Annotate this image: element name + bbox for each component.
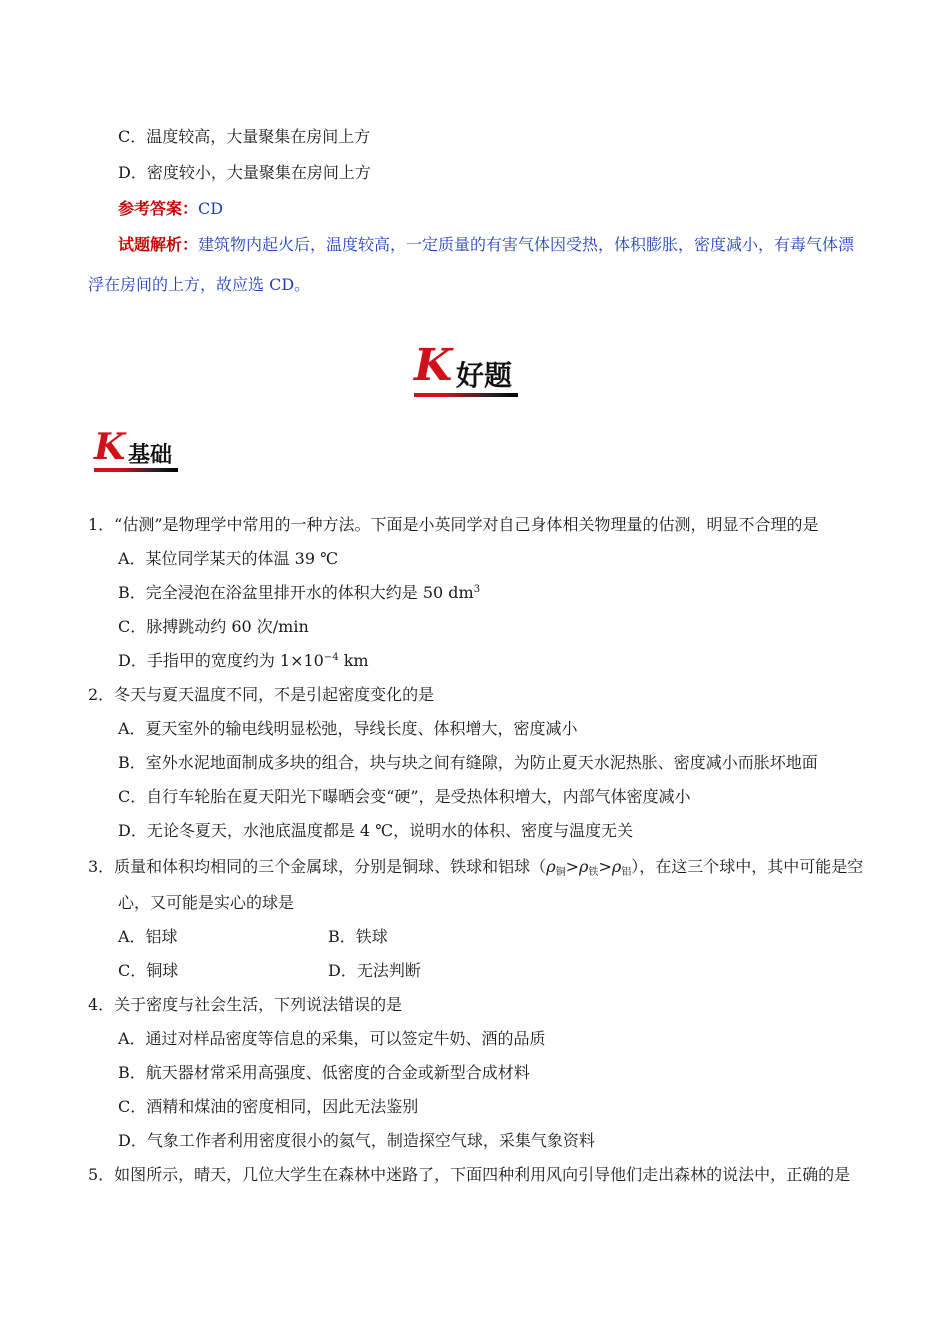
analysis-line-1 <box>118 234 854 256</box>
analysis-text-1: 建筑物内起火后，温度较高，一定质量的有害气体因受热，体积膨胀，密度减小，有毒气体漂 <box>198 235 855 254</box>
q3-rho-copper: ρ <box>546 857 556 876</box>
q4-option-d: D．气象工作者利用密度很小的氦气，制造探空气球，采集气象资料 <box>118 1131 595 1150</box>
q3-option-d: D．无法判断 <box>328 961 421 980</box>
answer-value: CD <box>198 199 224 218</box>
q2-option-c: C．自行车轮胎在夏天阳光下曝晒会变“硬”，是受热体积增大，内部气体密度减小 <box>118 787 691 806</box>
q1-option-a: A．某位同学某天的体温 39 ℃ <box>118 549 338 568</box>
prev-option-d: D．密度较小，大量聚集在房间上方 <box>118 163 371 182</box>
q1-option-d-pre: D．手指甲的宽度约为 1×10 <box>118 651 324 670</box>
banner-k-logo: K <box>414 340 453 391</box>
q3-gt-1: > <box>565 857 579 876</box>
q3-gt-2: > <box>598 857 612 876</box>
q5-stem: 5．如图所示，晴天，几位大学生在森林中迷路了，下面四种利用风向引导他们走出森林的说法中，正确的是 <box>88 1165 851 1184</box>
q1-option-d <box>118 650 369 672</box>
q4-option-c: C．酒精和煤油的密度相同，因此无法鉴别 <box>118 1097 419 1116</box>
answer-line <box>118 198 223 220</box>
q3-stem-pre: 3．质量和体积均相同的三个金属球，分别是铜球、铁球和铝球（ <box>88 857 547 876</box>
q3-stem <box>88 856 863 878</box>
q3-rho-iron: ρ <box>579 857 589 876</box>
q3-stem-post: ），在这三个球中，其中可能是空 <box>631 857 864 876</box>
q1-option-c: C．脉搏跳动约 60 次/min <box>118 617 309 636</box>
q4-option-a: A．通过对样品密度等信息的采集，可以签定牛奶、酒的品质 <box>118 1029 546 1048</box>
q3-option-a: A．铝球 <box>118 927 178 946</box>
q3-rho-aluminum: ρ <box>611 857 622 876</box>
q3-option-b: B．铁球 <box>328 927 388 946</box>
sub-banner-underline <box>94 468 178 472</box>
sub-banner-title: 基础 <box>128 443 173 468</box>
q2-stem: 2．冬天与夏天温度不同，不是引起密度变化的是 <box>88 685 435 704</box>
q2-option-d: D．无论冬夏天，水池底温度都是 4 ℃，说明水的体积、密度与温度无关 <box>118 821 634 840</box>
q1-option-b <box>118 582 480 604</box>
q1-option-d-sup: −4 <box>323 652 339 663</box>
q1-option-d-post: km <box>338 651 369 670</box>
q1-option-b-text: B．完全浸泡在浴盆里排开水的体积大约是 50 dm <box>118 583 474 602</box>
banner-main-title: 好题 <box>456 359 513 392</box>
section-banner-sub <box>94 428 178 480</box>
answer-label: 参考答案： <box>118 199 199 218</box>
analysis-label: 试题解析： <box>118 235 199 254</box>
q4-stem: 4．关于密度与社会生活，下列说法错误的是 <box>88 995 403 1014</box>
q3-sub-iron: 铁 <box>588 867 599 878</box>
sub-banner-k-logo: K <box>94 426 126 468</box>
section-banner-main <box>414 340 518 396</box>
q3-option-c: C．铜球 <box>118 961 179 980</box>
q2-option-b: B．室外水泥地面制成多块的组合，块与块之间有缝隙，为防止夏天水泥热胀、密度减小而胀坏地面 <box>118 753 818 772</box>
analysis-line-2: 浮在房间的上方，故应选 CD。 <box>88 275 311 294</box>
q3-stem-line-2: 心，又可能是实心的球是 <box>118 893 295 912</box>
q1-option-b-sup: 3 <box>473 584 481 595</box>
q2-option-a: A．夏天室外的输电线明显松弛，导线长度、体积增大，密度减小 <box>118 719 578 738</box>
q3-sub-aluminum: 铝 <box>621 867 632 878</box>
q3-sub-copper: 铜 <box>555 867 566 878</box>
prev-option-c: C．温度较高，大量聚集在房间上方 <box>118 127 371 146</box>
banner-underline <box>414 393 518 397</box>
q4-option-b: B．航天器材常采用高强度、低密度的合金或新型合成材料 <box>118 1063 530 1082</box>
q1-stem: 1．“估测”是物理学中常用的一种方法。下面是小英同学对自己身体相关物理量的估测，明显不合理的是 <box>88 515 819 534</box>
